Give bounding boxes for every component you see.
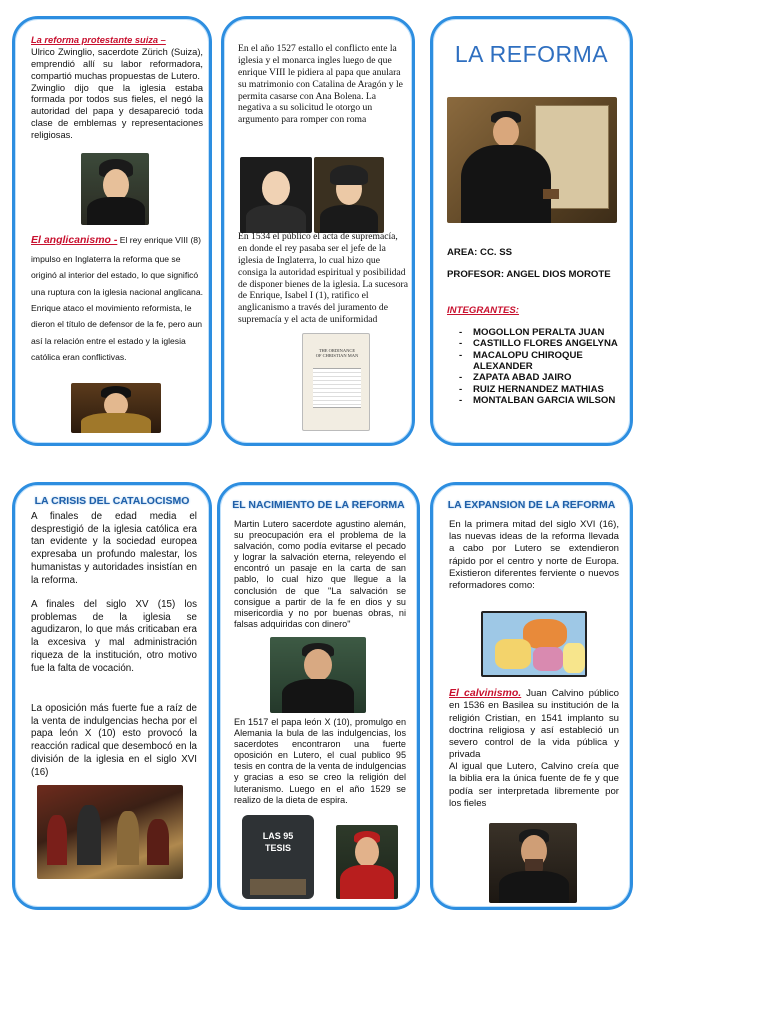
member-item: - RUIZ HERNANDEZ MATHIAS xyxy=(459,384,630,395)
john-calvin-portrait xyxy=(489,823,577,903)
expansion-text: En la primera mitad del siglo XVI (16), las nuevas ideas de la reforma llevada a cabo por Lutero se extendieron rápido por el centro y norte de Europa. Existieron diferentes ferviente o nuevos reformadores como: xyxy=(449,519,619,591)
indulgences-1517-text: En 1517 el papa león X (10), promulgo en Alemania la bula de las indulgencias, los sacerdotes encontraron una fuerte oposición en Lutero, el cual publico 95 tesis en contra de la venta de indulgencias y gracias a eso se creo la religión del luteranismo. Luego en el año 1529 se realizo de la dieta de espira. xyxy=(234,717,406,805)
pope-leo-x-portrait xyxy=(336,825,398,899)
calvinism-text: Juan Calvino público en 1536 en Basilea su institución de la religión Cristian, en 1541 implanto su doctrina religiosa y así estableció un severo control de la vida pública y privada xyxy=(449,688,620,761)
profesor-label: PROFESOR: ANGEL DIOS MOROTE xyxy=(447,269,611,280)
cover-title: LA REFORMA xyxy=(454,41,609,67)
panel-birth-of-reform xyxy=(217,482,420,910)
birth-heading: EL NACIMIENTO DE LA REFORMA xyxy=(232,499,405,511)
zwinglio-portrait xyxy=(81,153,149,225)
conflict-1527-text: En el año 1527 estallo el conflicto ente la iglesia y el monarca ingles luego de que enrique VIII le pidiera al papa que anulara su matrimonio con Catalina de Aragón y le permita casarse con Ana Bolena. La negativa a su solicitud le otorgo un argumento para romper con roma xyxy=(238,43,403,126)
panel-cover xyxy=(430,16,633,446)
luther-nailing-theses-image xyxy=(447,97,617,223)
calvin-bible-text: Al igual que Lutero, Calvino creía que la biblia era la única fuente de fe y que podía ser interpretada libremente por los fieles xyxy=(449,761,619,809)
book-cover-title-2: TESIS xyxy=(264,843,291,853)
martin-luther-portrait xyxy=(270,637,366,713)
member-item: - ZAPATA ABAD JAIRO xyxy=(459,372,630,383)
book-cover-title-1: LAS 95 xyxy=(262,831,294,841)
zwinglio-beliefs-text: Zwinglio dijo que la iglesia estaba formada por todos sus fieles, el negó la autoridad del papa y desapareció toda clase de emblemas y representaciones religiosas. xyxy=(31,82,203,141)
luther-salvation-text: Martin Lutero sacerdote agustino alemán, su preocupación era el problema de la salvación, como podía evitarse el pecado y lograr la salvación eterna, releyendo el encontró un pasaje en la carta de san pablo, lo cual hizo que llegue a la conclusión de que "La salvación se consigue a partir de la fe en dios y su misericordia y no por buenas obras, ni falsas adquiridas con dinero" xyxy=(234,519,406,629)
panel-catholic-crisis xyxy=(12,482,212,910)
panel-swiss-reform xyxy=(12,16,212,446)
crisis-text-1: A finales de edad media el desprestigió de la iglesia católica era tan evidente y la sociedad europea expresaba un profundo malestar, los humanistas y autoridades insistían en la reforma. xyxy=(31,511,197,586)
crisis-text-2: A finales del siglo XV (15) los problemas de la iglesia se agudizaron, lo que más criticaban era la excesiva y mal administración riqueza de la institución, otro motivo fue la falta de vocación. xyxy=(31,599,197,674)
member-item: - MOGOLLON PERALTA JUAN xyxy=(459,327,630,338)
integrantes-label: INTEGRANTES: xyxy=(447,305,519,316)
member-item: - MACALOPU CHIROQUE ALEXANDER xyxy=(459,350,630,373)
member-item: - MONTALBAN GARCIA WILSON xyxy=(459,395,630,406)
indulgence-sale-painting xyxy=(37,785,183,879)
document-book-image xyxy=(302,333,370,431)
anglicanism-text: El rey enrique VIII (8) impulso en Inglaterra la reforma que se originó al interior del estado, lo que significó una ruptura con la iglesia nacional anglicana. Enrique ataco el movimiento reformista, le dieron el título de defensor de la fe, pero aun así la relación entre el estado y la iglesia católica eran conflictivas. xyxy=(31,235,203,362)
expansion-heading: LA EXPANSION DE LA REFORMA xyxy=(447,499,616,511)
europe-reform-map xyxy=(481,611,587,677)
supremacy-1534-text: En 1534 el público el acta de supremacía, en donde el rey pasaba ser el jefe de la iglesia de Inglaterra, lo cual hizo que consiga la autoridad espiritual y posibilidad de disponer bienes de la iglesia. La sucesora de Enrique, Isabel I (1), ratifico el anglicanismo a través del juramento de supremacía y el acta de uniformidad xyxy=(238,231,408,326)
swiss-reform-title: La reforma protestante suiza – xyxy=(31,35,166,45)
panel-henry-conflict xyxy=(221,16,415,446)
anglicanism-title: El anglicanismo - xyxy=(31,234,118,246)
members-list xyxy=(459,327,630,406)
95-theses-book-cover xyxy=(242,815,314,899)
calvinism-title: El calvinismo. xyxy=(449,687,522,699)
area-label: AREA: CC. SS xyxy=(447,247,513,258)
anne-boleyn-portrait xyxy=(240,157,312,233)
member-item: - CASTILLO FLORES ANGELYNA xyxy=(459,338,630,349)
crisis-text-3: La oposición más fuerte fue a raíz de la venta de indulgencias hecha por el papa león X (10) esto provocó la reacción radical que desembocó en la división de la iglesia en el siglo XVI (16) xyxy=(31,703,197,778)
crisis-heading: LA CRISIS DEL CATALOCISMO xyxy=(34,495,190,507)
catherine-of-aragon-portrait xyxy=(314,157,384,233)
henry-viii-portrait xyxy=(71,383,161,433)
book-line-2: OF CHRISTIAN MAN xyxy=(315,353,359,358)
zwinglio-intro-text: Ulrico Zwinglio, sacerdote Zürich (Suiza), emprendió allí su labor reformadora, compartió muchas propuestas de Lutero. xyxy=(31,46,203,81)
panel-reform-expansion xyxy=(430,482,633,910)
book-line-1: THE ORDINANCE xyxy=(318,348,356,353)
